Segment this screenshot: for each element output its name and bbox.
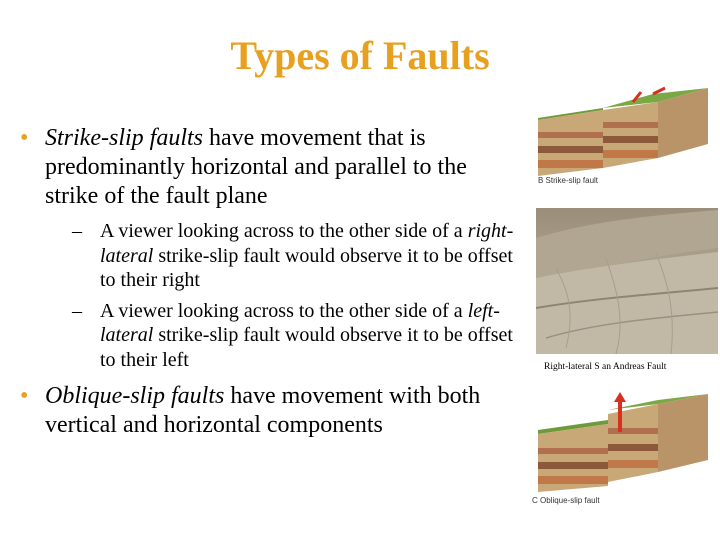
block-right <box>603 88 708 168</box>
photo-caption: Right-lateral S an Andreas Fault <box>544 362 667 372</box>
oblique-slip-diagram <box>528 390 714 508</box>
dash-marker: – <box>72 299 82 322</box>
bullet-text: have movement with both vertical and horizontal components <box>45 383 481 438</box>
bullet-oblique-slip <box>20 382 525 440</box>
bullet-list <box>20 124 525 440</box>
term-right-lateral: right-lateral <box>100 220 514 267</box>
bullet-marker: • <box>20 125 29 151</box>
arrowhead-icon <box>614 392 626 402</box>
sub-bullet-lead: A viewer looking across to the other side of a <box>100 299 468 322</box>
strike-slip-diagram <box>533 80 713 190</box>
bullet-text: have movement that is predominantly horizontal and parallel to the strike of the fault plane <box>45 125 467 209</box>
block-right <box>608 394 708 482</box>
sub-bullet-list <box>45 219 525 372</box>
sub-bullet-lead: A viewer looking across to the other side of a <box>100 220 468 242</box>
sub-bullet-right-lateral <box>45 219 525 293</box>
term-strike-slip: Strike-slip faults <box>45 125 203 151</box>
bullet-strike-slip <box>20 124 525 372</box>
dash-marker: – <box>72 220 82 242</box>
fault-photo <box>536 208 718 354</box>
bullet-marker: • <box>20 383 29 409</box>
block-left <box>538 420 608 492</box>
term-left-lateral: left-lateral <box>100 299 500 346</box>
sub-bullet-text: strike-slip fault would observe it to be offset to their right <box>100 244 513 291</box>
strike-slip-label: B Strike-slip fault <box>538 176 599 185</box>
sub-bullet-text: strike-slip fault would observe it to be offset to their left <box>100 324 513 371</box>
block-left <box>538 108 603 176</box>
oblique-slip-label: C Oblique-slip fault <box>532 496 600 505</box>
term-oblique-slip: Oblique-slip faults <box>45 383 225 409</box>
sub-bullet-left-lateral <box>45 299 525 373</box>
slide-title: Types of Faults <box>230 33 490 78</box>
